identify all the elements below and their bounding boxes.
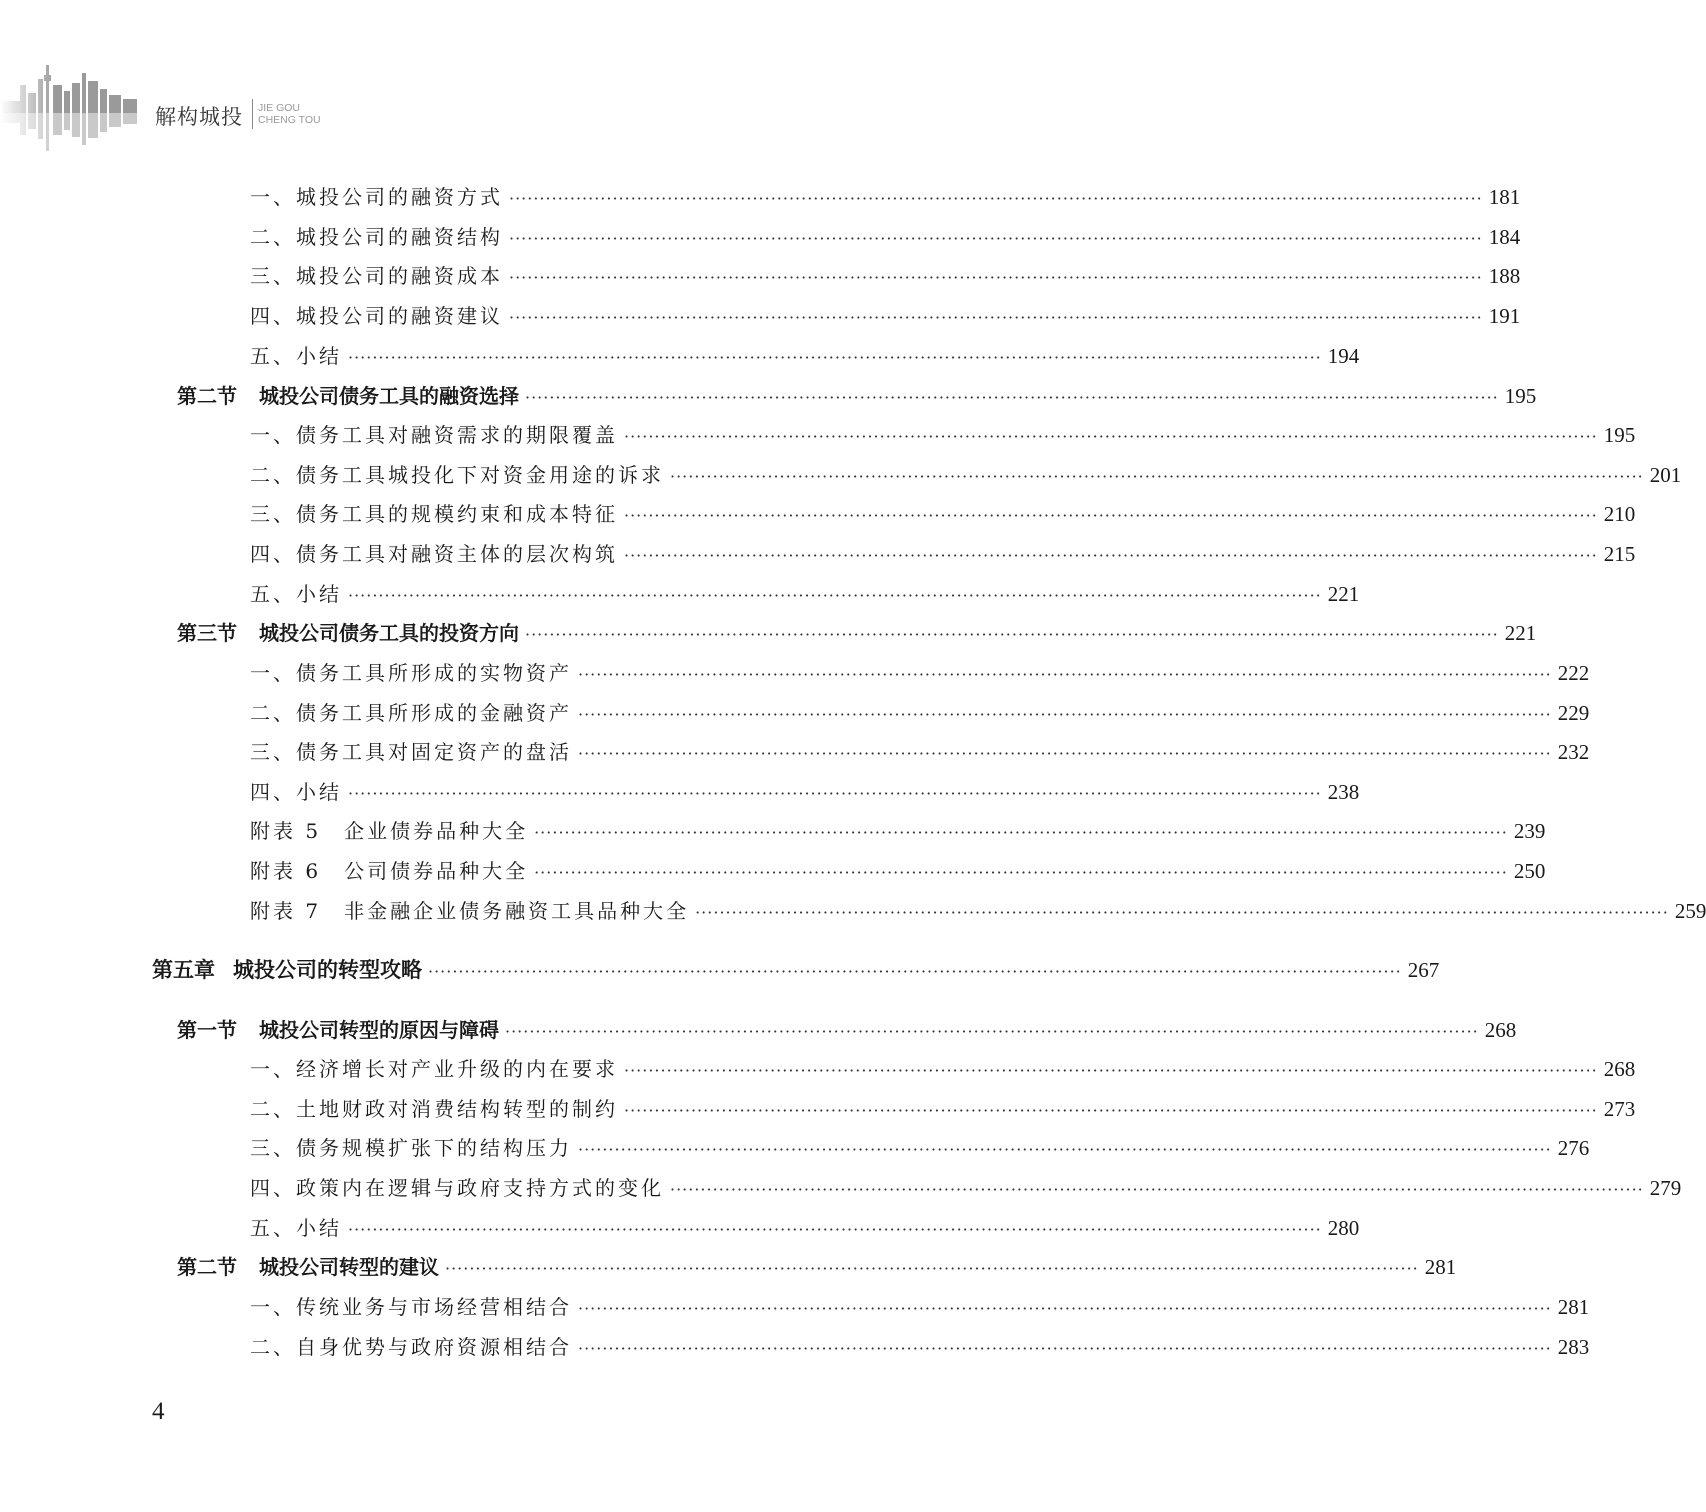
toc-item[interactable] — [250, 260, 1521, 290]
toc-item[interactable] — [250, 419, 1636, 449]
toc-title: 五、小结 — [250, 1216, 342, 1240]
toc-page-number: 195 — [1504, 384, 1537, 408]
toc-page-number: 181 — [1488, 185, 1521, 209]
dot-leader: ································································································································································ — [624, 546, 1598, 565]
toc-title: 三、债务工具的规模约束和成本特征 — [250, 502, 618, 526]
toc-item[interactable] — [250, 459, 1682, 489]
dot-leader: ································································································································································ — [624, 1101, 1598, 1120]
toc-number: 第二节 — [177, 384, 237, 408]
toc-page-number: 229 — [1557, 701, 1590, 725]
dot-leader: ································································································································································ — [525, 388, 1499, 407]
toc-item[interactable] — [250, 578, 1360, 608]
toc-section[interactable] — [177, 1014, 1517, 1044]
pinyin-line-1: JIE GOU — [258, 102, 301, 114]
toc-page-number: 194 — [1327, 344, 1360, 368]
toc-page-number: 283 — [1557, 1335, 1590, 1359]
toc-label — [250, 578, 342, 607]
toc-page-number: 210 — [1603, 502, 1636, 526]
toc-page-number: 232 — [1557, 740, 1590, 764]
dot-leader: ································································································································································ — [624, 506, 1598, 525]
dot-leader: ································································································································································ — [578, 1299, 1552, 1318]
toc-title: 一、债务工具所形成的实物资产 — [250, 661, 572, 685]
toc-label — [250, 1172, 664, 1201]
dot-leader: ································································································································································ — [534, 823, 1508, 842]
dot-leader: ································································································································································ — [509, 268, 1483, 287]
toc-page-number: 281 — [1557, 1295, 1590, 1319]
dot-leader: ································································································································································ — [428, 962, 1402, 981]
dot-leader: ································································································································································ — [578, 665, 1552, 684]
toc-item[interactable] — [250, 736, 1590, 766]
book-title: 解构城投 — [155, 105, 243, 129]
toc-label — [250, 776, 342, 805]
dot-leader: ································································································································································ — [670, 467, 1644, 486]
toc-title: 五、小结 — [250, 582, 342, 606]
toc-label — [250, 1291, 572, 1320]
toc-title: 城投公司的转型攻略 — [233, 958, 422, 982]
toc-item[interactable] — [250, 776, 1360, 806]
dot-leader: ································································································································································ — [509, 189, 1483, 208]
toc-page-number: 239 — [1513, 819, 1546, 843]
toc-page-number: 276 — [1557, 1136, 1590, 1160]
toc-page-number: 250 — [1513, 859, 1546, 883]
dot-leader: ································································································································································ — [624, 427, 1598, 446]
toc-item[interactable] — [250, 1172, 1682, 1202]
toc-title: 一、城投公司的融资方式 — [250, 185, 503, 209]
toc-label — [250, 419, 618, 448]
toc-title: 附表 6 公司债券品种大全 — [250, 859, 529, 883]
dot-leader: ································································································································································ — [348, 1220, 1322, 1239]
toc-title: 四、城投公司的融资建议 — [250, 304, 503, 328]
toc-title: 一、传统业务与市场经营相结合 — [250, 1295, 572, 1319]
toc-title: 二、自身优势与政府资源相结合 — [250, 1335, 572, 1359]
toc-page-number: 280 — [1327, 1216, 1360, 1240]
dot-leader: ································································································································································ — [670, 1180, 1644, 1199]
toc-item[interactable] — [250, 1291, 1590, 1321]
toc-label — [152, 954, 422, 984]
toc-label — [250, 181, 503, 210]
toc-item[interactable] — [250, 1053, 1636, 1083]
dot-leader: ································································································································································ — [525, 625, 1499, 644]
dot-leader: ································································································································································ — [445, 1259, 1419, 1278]
toc-page-number: 191 — [1488, 304, 1521, 328]
toc-page-number: 195 — [1603, 423, 1636, 447]
toc-label — [250, 1331, 572, 1360]
toc-page-number: 221 — [1504, 621, 1537, 645]
toc-title: 三、债务规模扩张下的结构压力 — [250, 1136, 572, 1160]
toc-label — [250, 498, 618, 527]
toc-title: 三、城投公司的融资成本 — [250, 264, 503, 288]
toc-page-number: 222 — [1557, 661, 1590, 685]
toc-label — [250, 538, 618, 567]
dot-leader: ································································································································································ — [695, 903, 1669, 922]
toc-page-number: 267 — [1407, 958, 1440, 982]
toc-section[interactable] — [177, 380, 1537, 410]
toc-title: 二、城投公司的融资结构 — [250, 225, 503, 249]
toc-page-number: 221 — [1327, 582, 1360, 606]
toc-label — [177, 617, 519, 646]
toc-title: 城投公司转型的建议 — [259, 1255, 439, 1279]
toc-page-number: 201 — [1649, 463, 1682, 487]
toc-item[interactable] — [250, 1132, 1590, 1162]
toc-label — [250, 697, 572, 726]
toc-title: 四、小结 — [250, 780, 342, 804]
toc-page-number: 215 — [1603, 542, 1636, 566]
toc-item[interactable] — [250, 657, 1590, 687]
toc-label — [250, 459, 664, 488]
toc-item[interactable] — [250, 1093, 1636, 1123]
dot-leader: ································································································································································ — [509, 229, 1483, 248]
dot-leader: ································································································································································ — [348, 784, 1322, 803]
toc-label — [177, 380, 519, 409]
toc-label — [250, 657, 572, 686]
toc-title: 附表 7 非金融企业债务融资工具品种大全 — [250, 899, 690, 923]
toc-title: 二、土地财政对消费结构转型的制约 — [250, 1097, 618, 1121]
toc-section[interactable] — [177, 617, 1537, 647]
toc-title: 二、债务工具所形成的金融资产 — [250, 701, 572, 725]
toc-page-number: 273 — [1603, 1097, 1636, 1121]
dot-leader: ································································································································································ — [578, 744, 1552, 763]
toc-label — [177, 1251, 439, 1280]
toc-label — [250, 340, 342, 369]
toc-page-number: 238 — [1327, 780, 1360, 804]
toc-item[interactable] — [250, 1331, 1590, 1361]
toc-number: 第二节 — [177, 1255, 237, 1279]
toc-title: 一、债务工具对融资需求的期限覆盖 — [250, 423, 618, 447]
toc-item[interactable] — [250, 221, 1521, 251]
toc-page-number: 188 — [1488, 264, 1521, 288]
toc-title: 二、债务工具城投化下对资金用途的诉求 — [250, 463, 664, 487]
toc-title: 四、债务工具对融资主体的层次构筑 — [250, 542, 618, 566]
toc-title: 三、债务工具对固定资产的盘活 — [250, 740, 572, 764]
toc-label — [250, 1132, 572, 1161]
toc-page-number: 259 — [1674, 899, 1706, 923]
toc-label — [250, 1053, 618, 1082]
toc-item[interactable] — [250, 697, 1590, 727]
pinyin-line-2: CHENG TOU — [258, 114, 321, 126]
dot-leader: ································································································································································ — [505, 1022, 1479, 1041]
toc-title: 城投公司债务工具的投资方向 — [259, 621, 519, 645]
toc-page-number: 279 — [1649, 1176, 1682, 1200]
dot-leader: ································································································································································ — [578, 1339, 1552, 1358]
toc-item[interactable] — [250, 895, 1706, 925]
toc-item[interactable] — [250, 815, 1546, 845]
toc-section[interactable] — [177, 1251, 1457, 1281]
toc-page-number: 268 — [1484, 1018, 1517, 1042]
toc-number: 第一节 — [177, 1018, 237, 1042]
toc-label — [177, 1014, 499, 1043]
toc-title: 城投公司转型的原因与障碍 — [259, 1018, 499, 1042]
toc-page-number: 268 — [1603, 1057, 1636, 1081]
page-number: 4 — [152, 1398, 165, 1425]
toc-label — [250, 221, 503, 250]
toc-page-number: 281 — [1424, 1255, 1457, 1279]
toc-number: 第五章 — [152, 958, 215, 982]
toc-item[interactable] — [250, 300, 1521, 330]
toc-item[interactable] — [250, 1212, 1360, 1242]
dot-leader: ································································································································································ — [348, 586, 1322, 605]
toc-item[interactable] — [250, 538, 1636, 568]
toc-label — [250, 1093, 618, 1122]
toc-title: 四、政策内在逻辑与政府支持方式的变化 — [250, 1176, 664, 1200]
dot-leader: ································································································································································ — [534, 863, 1508, 882]
toc-title: 城投公司债务工具的融资选择 — [259, 384, 519, 408]
toc-label — [250, 815, 528, 844]
dot-leader: ································································································································································ — [578, 1140, 1552, 1159]
toc-label — [250, 1212, 342, 1241]
toc-page-number: 184 — [1488, 225, 1521, 249]
toc-label — [250, 855, 528, 884]
toc-label — [250, 260, 503, 289]
dot-leader: ································································································································································ — [578, 705, 1552, 724]
toc-label — [250, 895, 689, 924]
toc-label — [250, 736, 572, 765]
toc-title: 一、经济增长对产业升级的内在要求 — [250, 1057, 618, 1081]
dot-leader: ································································································································································ — [509, 308, 1483, 327]
dot-leader: ································································································································································ — [348, 348, 1322, 367]
toc-label — [250, 300, 503, 329]
toc-chapter[interactable] — [152, 954, 1440, 984]
dot-leader: ································································································································································ — [624, 1061, 1598, 1080]
toc-item[interactable] — [250, 340, 1360, 370]
toc-item[interactable] — [250, 855, 1546, 885]
toc-item[interactable] — [250, 498, 1636, 528]
toc-title: 五、小结 — [250, 344, 342, 368]
toc-item[interactable] — [250, 181, 1521, 211]
toc-number: 第三节 — [177, 621, 237, 645]
toc-title: 附表 5 企业债券品种大全 — [250, 819, 529, 843]
